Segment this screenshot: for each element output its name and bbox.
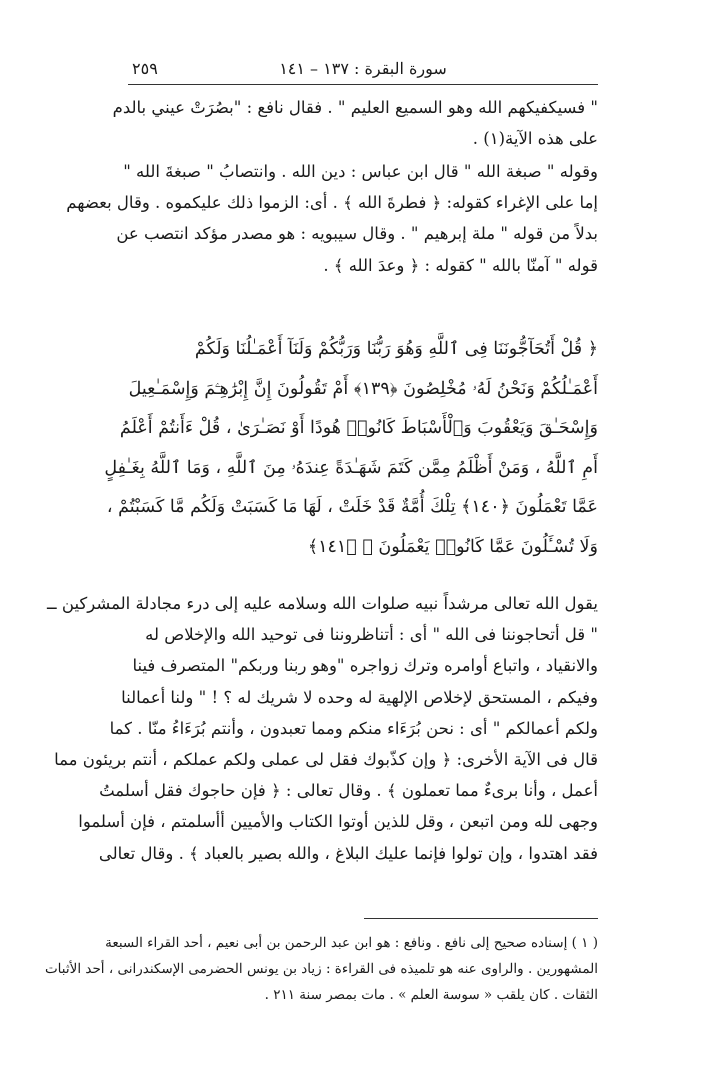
footnote-line: ( ١ ) إسناده صحيح إلى نافع . ونافع : هو ابن عبد الرحمن بن أبى نعيم ، أحد القراء السبعة [105, 935, 598, 951]
text-line: وقوله " صبغة الله " قال ابن عباس : دين الله . وانتصابُ " صبغةَ الله " [123, 162, 598, 181]
page-number: ٢٥٩ [132, 59, 158, 78]
text-line: قال فى الآية الأخرى: ﴿ وإن كذّبوك فقل لى عملى ولكم عملكم ، أنتم بريئون مما [54, 750, 598, 770]
tafsir-commentary [46, 588, 598, 869]
text-line: على هذه الآية(١) . [472, 129, 598, 149]
verse-line: وَإِسْحَـٰقَ وَيَعْقُوبَ وَٱلْأَسْبَاطَ كَانُوا۟ هُودًا أَوْ نَصَـٰرَىٰ ، قُلْ ءَأَنتُمْ أَعْلَمُ [119, 418, 598, 438]
text-line: قوله " آمنّا بالله " كقوله : ﴿ وعدَ الله ﴾ . [323, 255, 598, 275]
text-line: " قل أتحاجوننا فى الله " أى : أتناظروننا فى توحيد الله والإخلاص له [145, 625, 598, 645]
text-line: " فسيكفيكهم الله وهو السميع العليم " . فقال نافع : "بصُرَتْ عيني بالدم [112, 98, 598, 117]
verse-line: وَلَا تُسْـَٔلُونَ عَمَّا كَانُوا۟ يَعْمَلُونَ ﴾ ﴿١٤١﴾ [307, 536, 598, 557]
verse-line: عَمَّا تَعْمَلُونَ ﴿١٤٠﴾ تِلْكَ أُمَّةٌ قَدْ خَلَتْ ، لَهَا مَا كَسَبَتْ وَلَكُم مَّا كَسَبْتُمْ ، [106, 497, 598, 517]
page-header [128, 58, 598, 85]
text-line: وفيكم ، المستحق لإخلاص الإلهية له وحده لا شريك له ؟ ! " ولنا أعمالنا [121, 687, 598, 707]
footnote-line: المشهورين . والراوى عنه هو تلميذه فى القراءة : زياد بن يونس الحضرمى الإسكندرانى ، أحد الأثبات [44, 961, 598, 977]
text-line: فقد اهتدوا ، وإن تولوا فإنما عليك البلاغ ، والله بصير بالعباد ﴾ . وقال تعالى [98, 843, 598, 863]
text-line: ولكم أعمالكم " أى : نحن بُرَءَاء منكم ومما تعبدون ، وأنتم بُرَءَاءُ منّا . كما [109, 718, 598, 738]
text-line: بدلاً من قوله " ملة إبرهيم " . وقال سيبويه : هو مصدر مؤكد انتصب عن [116, 224, 598, 244]
footnote-line: الثقات . كان يلقب « سوسة العلم » . مات بمصر سنة ٢١١ . [264, 987, 598, 1003]
text-line: يقول الله تعالى مرشداً نبيه صلوات الله وسلامه عليه إلى درء مجادلة المشركين ــ [46, 594, 598, 613]
text-line: أعمل ، وأنا برىءٌ مما تعملون ﴾ . وقال تعالى : ﴿ فإن حاجوك فقل أسلمتُ [99, 781, 598, 801]
verse-line: ﴿ قُلْ أَتُحَآجُّونَنَا فِى ٱللَّهِ وَهُوَ رَبُّنَا وَرَبُّكُمْ وَلَنَآ أَعْمَـٰلُنَا وَلَكُمْ [194, 339, 598, 359]
verse-line: أَعْمَـٰلُكُمْ وَنَحْنُ لَهُۥ مُخْلِصُونَ ﴿١٣٩﴾ أَمْ تَقُولُونَ إِنَّ إِبْرَٰهِـۧمَ وَإِسْمَـٰعِيلَ [128, 378, 598, 399]
running-title: سورة البقرة : ١٣٧ – ١٤١ [279, 59, 447, 78]
verse-line: أَمِ ٱللَّهُ ، وَمَنْ أَظْلَمُ مِمَّن كَتَمَ شَهَـٰدَةً عِندَهُۥ مِنَ ٱللَّهِ ، وَمَا ٱللَّهُ بِغَـٰفِلٍ [104, 457, 598, 478]
paragraph-intro [112, 92, 598, 154]
text-line: والانقياد ، واتباع أوامره وترك زواجره "وهو ربنا وربكم" المتصرف فينا [132, 656, 598, 676]
footnotes [44, 930, 598, 1008]
paragraph-sibghat-allah [66, 156, 598, 281]
quran-verses [104, 330, 598, 567]
text-line: إما على الإغراء كقوله: ﴿ فطرةَ الله ﴾ . أى: الزموا ذلك عليكموه . وقال بعضهم [66, 193, 598, 213]
text-line: وجهى لله ومن اتبعن ، وقل للذين أوتوا الكتاب والأميين أأسلمتم ، فإن أسلموا [78, 812, 598, 832]
footnote-divider [364, 918, 598, 919]
